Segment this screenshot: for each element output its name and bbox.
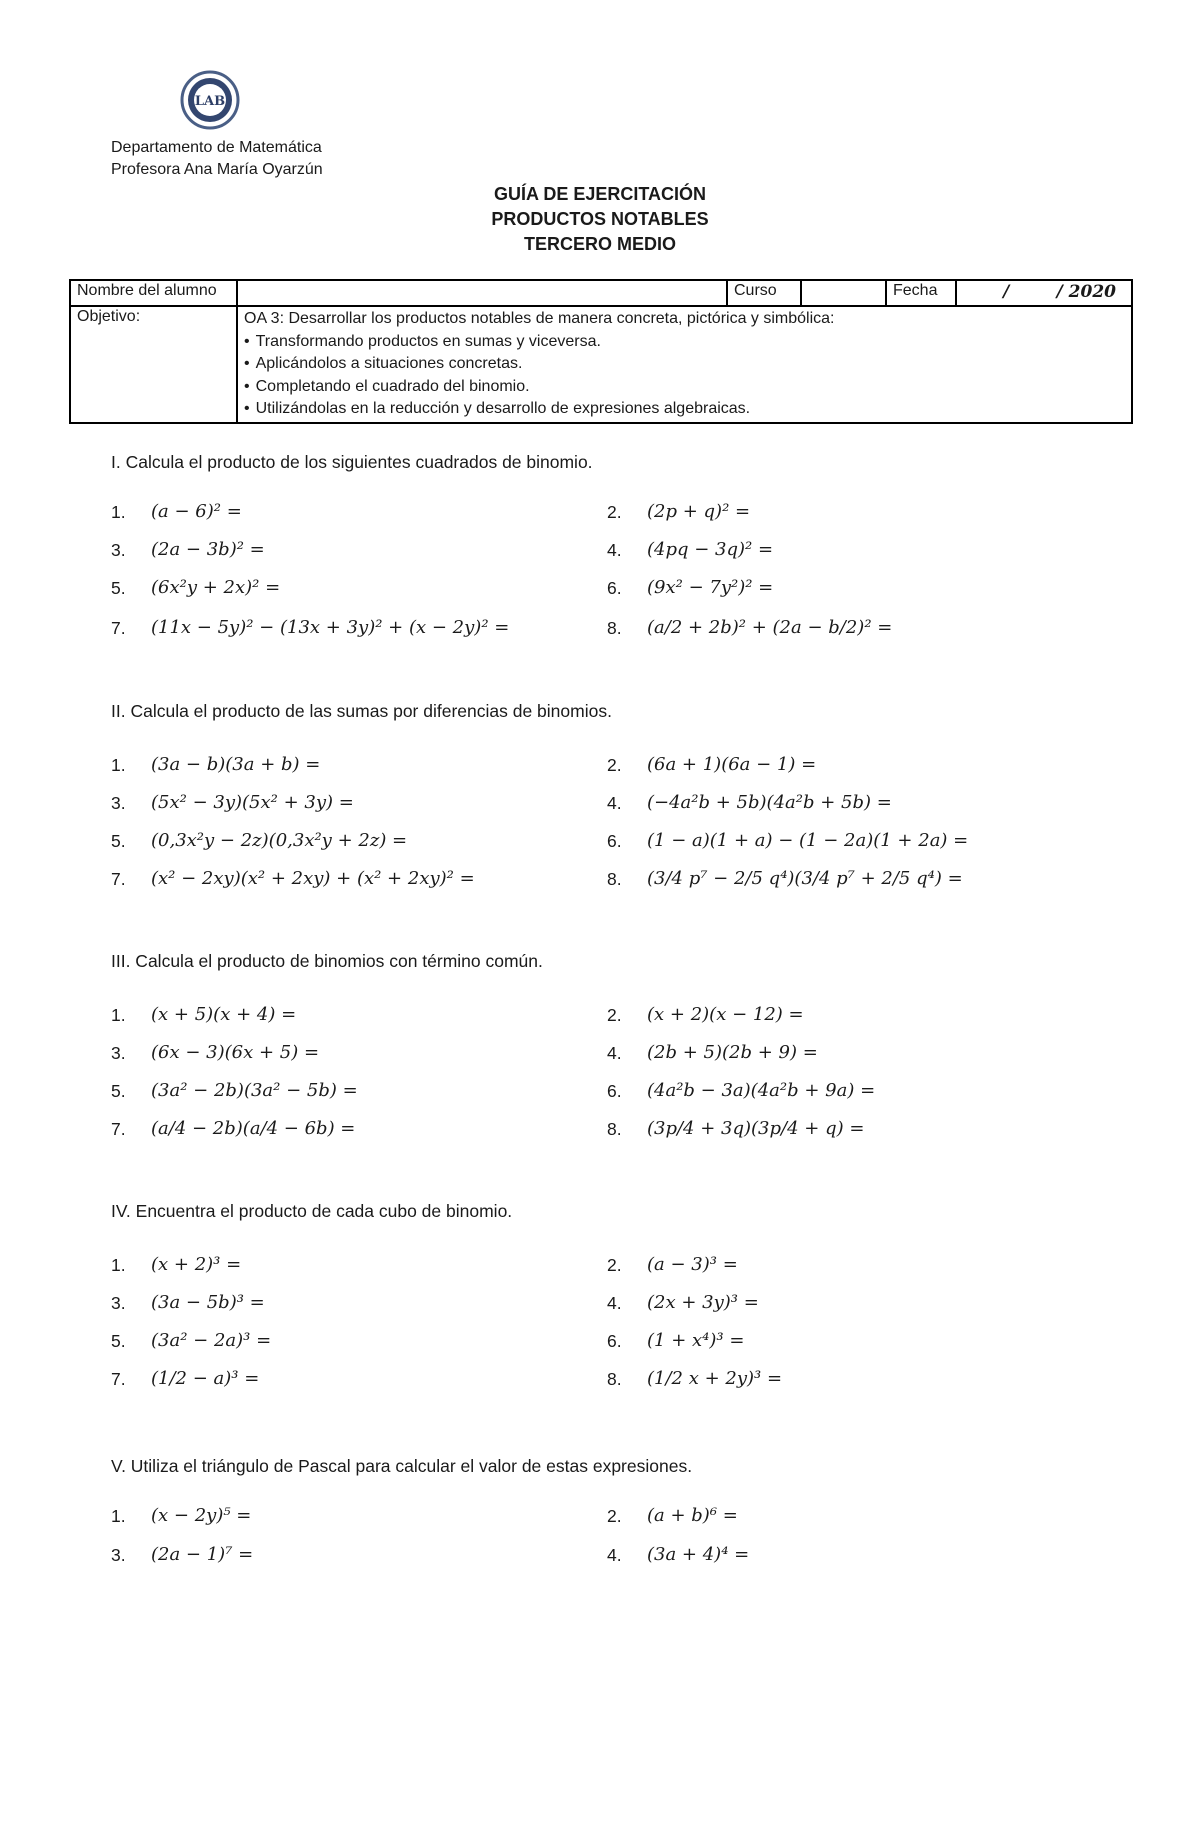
exercise: [607, 1367, 782, 1391]
teacher-name: Profesora Ana María Oyarzún: [111, 161, 323, 178]
exercise: [111, 616, 509, 640]
exercise: [111, 1003, 296, 1027]
exercise-expression: (5x² − 3y)(5x² + 3y) =: [151, 792, 354, 813]
exercise-expression: (4pq − 3q)² =: [647, 539, 774, 560]
exercise-number: 5.: [111, 578, 126, 598]
section-title: III. Calcula el producto de binomios con término común.: [111, 951, 543, 971]
objective-label: Objetivo:: [70, 306, 237, 423]
exercise: [111, 1504, 251, 1528]
exercise-expression: (6x²y + 2x)² =: [151, 577, 281, 598]
exercise: [607, 1291, 759, 1315]
exercise-number: 1.: [111, 1005, 126, 1025]
exercise-expression: (2a − 3b)² =: [151, 539, 265, 560]
exercise-expression: (9x² − 7y²)² =: [647, 577, 774, 598]
objective-row: [70, 306, 1132, 423]
exercise-expression: (1/2 x + 2y)³ =: [647, 1368, 783, 1389]
exercise-expression: (x − 2y)⁵ =: [151, 1505, 252, 1526]
exercise-number: 8.: [607, 1119, 622, 1139]
exercise-number: 2.: [607, 502, 622, 522]
exercise: [111, 500, 242, 524]
exercise-number: 6.: [607, 1081, 622, 1101]
exercise: [607, 753, 816, 777]
exercise: [111, 1543, 253, 1567]
exercise-number: 8.: [607, 618, 622, 638]
exercise: [607, 1041, 818, 1065]
exercise: [111, 1117, 355, 1141]
exercise: [111, 791, 354, 815]
exercise-expression: (1 − a)(1 + a) − (1 − 2a)(1 + 2a) =: [647, 830, 969, 851]
exercise-number: 7.: [111, 1119, 126, 1139]
exercise: [607, 1003, 804, 1027]
title-line-3: TERCERO MEDIO: [523, 234, 676, 254]
exercise-expression: (11x − 5y)² − (13x + 3y)² + (x − 2y)² =: [151, 617, 510, 638]
objective-intro: OA 3: Desarrollar los productos notables de manera concreta, pictórica y simbólica:: [244, 310, 835, 327]
exercise-number: 5.: [111, 1331, 126, 1351]
department-name: Departamento de Matemática: [111, 139, 322, 156]
exercise: [607, 538, 773, 562]
exercise-number: 4.: [607, 793, 622, 813]
exercise: [111, 829, 407, 853]
objective-item: • Utilizándolas en la reducción y desarrollo de expresiones algebraicas.: [244, 398, 1125, 421]
exercise-number: 7.: [111, 618, 126, 638]
exercise: [607, 1117, 864, 1141]
exercise-expression: (6x − 3)(6x + 5) =: [151, 1042, 320, 1063]
exercise-expression: (4a²b − 3a)(4a²b + 9a) =: [647, 1080, 876, 1101]
objective-content: [237, 306, 1132, 423]
school-logo: [180, 70, 240, 130]
exercise-number: 5.: [111, 831, 126, 851]
exercise: [111, 867, 475, 891]
exercise: [607, 616, 892, 640]
exercise-number: 6.: [607, 578, 622, 598]
exercise-expression: (3p/4 + 3q)(3p/4 + q) =: [647, 1118, 865, 1139]
exercise-number: 4.: [607, 540, 622, 560]
exercise: [111, 1041, 319, 1065]
exercise-number: 7.: [111, 869, 126, 889]
exercise-number: 6.: [607, 831, 622, 851]
exercise: [607, 791, 892, 815]
exercise: [111, 538, 265, 562]
exercise-number: 1.: [111, 755, 126, 775]
exercise: [607, 1543, 749, 1567]
exercise: [111, 1253, 241, 1277]
exercise-expression: (a/4 − 2b)(a/4 − 6b) =: [151, 1118, 356, 1139]
exercise-expression: (x + 2)³ =: [151, 1254, 242, 1275]
exercise-number: 3.: [111, 1293, 126, 1313]
exercise-expression: (3a² − 2a)³ =: [151, 1330, 272, 1351]
exercise-number: 1.: [111, 1255, 126, 1275]
exercise-number: 8.: [607, 1369, 622, 1389]
exercise: [607, 1079, 875, 1103]
exercise-expression: (3a − b)(3a + b) =: [151, 754, 321, 775]
date-label: Fecha: [886, 280, 956, 306]
exercise: [607, 1504, 738, 1528]
department-block: [111, 137, 323, 181]
objective-item: • Aplicándolos a situaciones concretas.: [244, 353, 1125, 376]
student-info-row: [70, 280, 1132, 306]
exercise-expression: (a + b)⁶ =: [647, 1505, 738, 1526]
exercise: [607, 867, 963, 891]
exercise-number: 6.: [607, 1331, 622, 1351]
objective-list: [244, 331, 1125, 421]
exercise-expression: (2x + 3y)³ =: [647, 1292, 759, 1313]
title-line-2: PRODUCTOS NOTABLES: [491, 209, 709, 229]
exercise-number: 3.: [111, 1043, 126, 1063]
exercise: [607, 829, 968, 853]
date-value: / / 2020: [1003, 282, 1116, 302]
exercise: [607, 1329, 744, 1353]
name-label: Nombre del alumno: [70, 280, 237, 306]
exercise: [607, 576, 773, 600]
exercise-expression: (1 + x⁴)³ =: [647, 1330, 745, 1351]
exercise: [607, 1253, 738, 1277]
exercise-number: 3.: [111, 540, 126, 560]
exercise-expression: (0,3x²y − 2z)(0,3x²y + 2z) =: [151, 830, 408, 851]
exercise-number: 2.: [607, 1005, 622, 1025]
exercise-number: 2.: [607, 1255, 622, 1275]
exercise: [111, 1329, 271, 1353]
exercise-expression: (3a + 4)⁴ =: [647, 1544, 750, 1565]
exercise-expression: (2a − 1)⁷ =: [151, 1544, 254, 1565]
exercise: [111, 753, 320, 777]
exercise-number: 3.: [111, 793, 126, 813]
exercise-number: 1.: [111, 1506, 126, 1526]
section-title: IV. Encuentra el producto de cada cubo de binomio.: [111, 1201, 513, 1221]
exercise-number: 5.: [111, 1081, 126, 1101]
course-label: Curso: [727, 280, 801, 306]
exercise-expression: (x + 2)(x − 12) =: [647, 1004, 804, 1025]
exercise: [111, 1367, 259, 1391]
section-title: II. Calcula el producto de las sumas por diferencias de binomios.: [111, 701, 612, 721]
course-field[interactable]: [801, 280, 886, 306]
exercise-expression: (3/4 p⁷ − 2/5 q⁴)(3/4 p⁷ + 2/5 q⁴) =: [647, 868, 963, 889]
exercise-number: 3.: [111, 1545, 126, 1565]
student-info-table: [69, 279, 1133, 424]
exercise: [111, 1291, 265, 1315]
exercise-number: 2.: [607, 1506, 622, 1526]
section-title: V. Utiliza el triángulo de Pascal para calcular el valor de estas expresiones.: [111, 1456, 693, 1476]
exercise-expression: (a − 3)³ =: [647, 1254, 738, 1275]
date-field[interactable]: [956, 280, 1132, 306]
exercise: [111, 1079, 358, 1103]
exercise-number: 4.: [607, 1545, 622, 1565]
exercise-number: 8.: [607, 869, 622, 889]
exercise-expression: (−4a²b + 5b)(4a²b + 5b) =: [647, 792, 892, 813]
exercise-expression: (a − 6)² =: [151, 501, 242, 522]
exercise-number: 1.: [111, 502, 126, 522]
exercise-number: 7.: [111, 1369, 126, 1389]
exercise: [111, 576, 280, 600]
objective-item: • Transformando productos en sumas y viceversa.: [244, 331, 1125, 354]
exercise-expression: (1/2 − a)³ =: [151, 1368, 260, 1389]
document-title: [0, 182, 1200, 257]
exercise-expression: (2p + q)² =: [647, 501, 751, 522]
name-field[interactable]: [237, 280, 727, 306]
title-line-1: GUÍA DE EJERCITACIÓN: [493, 184, 707, 204]
exercise-expression: (6a + 1)(6a − 1) =: [647, 754, 817, 775]
logo-text: LAB: [194, 94, 226, 109]
exercise-expression: (3a − 5b)³ =: [151, 1292, 265, 1313]
exercise-expression: (2b + 5)(2b + 9) =: [647, 1042, 818, 1063]
exercise-expression: (x² − 2xy)(x² + 2xy) + (x² + 2xy)² =: [151, 868, 475, 889]
section-title: I. Calcula el producto de los siguientes cuadrados de binomio.: [111, 452, 593, 472]
exercise-number: 4.: [607, 1043, 622, 1063]
exercise-number: 2.: [607, 755, 622, 775]
exercise-number: 4.: [607, 1293, 622, 1313]
exercise-expression: (x + 5)(x + 4) =: [151, 1004, 297, 1025]
exercise-expression: (a/2 + 2b)² + (2a − b/2)² =: [647, 617, 893, 638]
objective-item: • Completando el cuadrado del binomio.: [244, 376, 1125, 399]
exercise: [607, 500, 750, 524]
exercise-expression: (3a² − 2b)(3a² − 5b) =: [151, 1080, 358, 1101]
